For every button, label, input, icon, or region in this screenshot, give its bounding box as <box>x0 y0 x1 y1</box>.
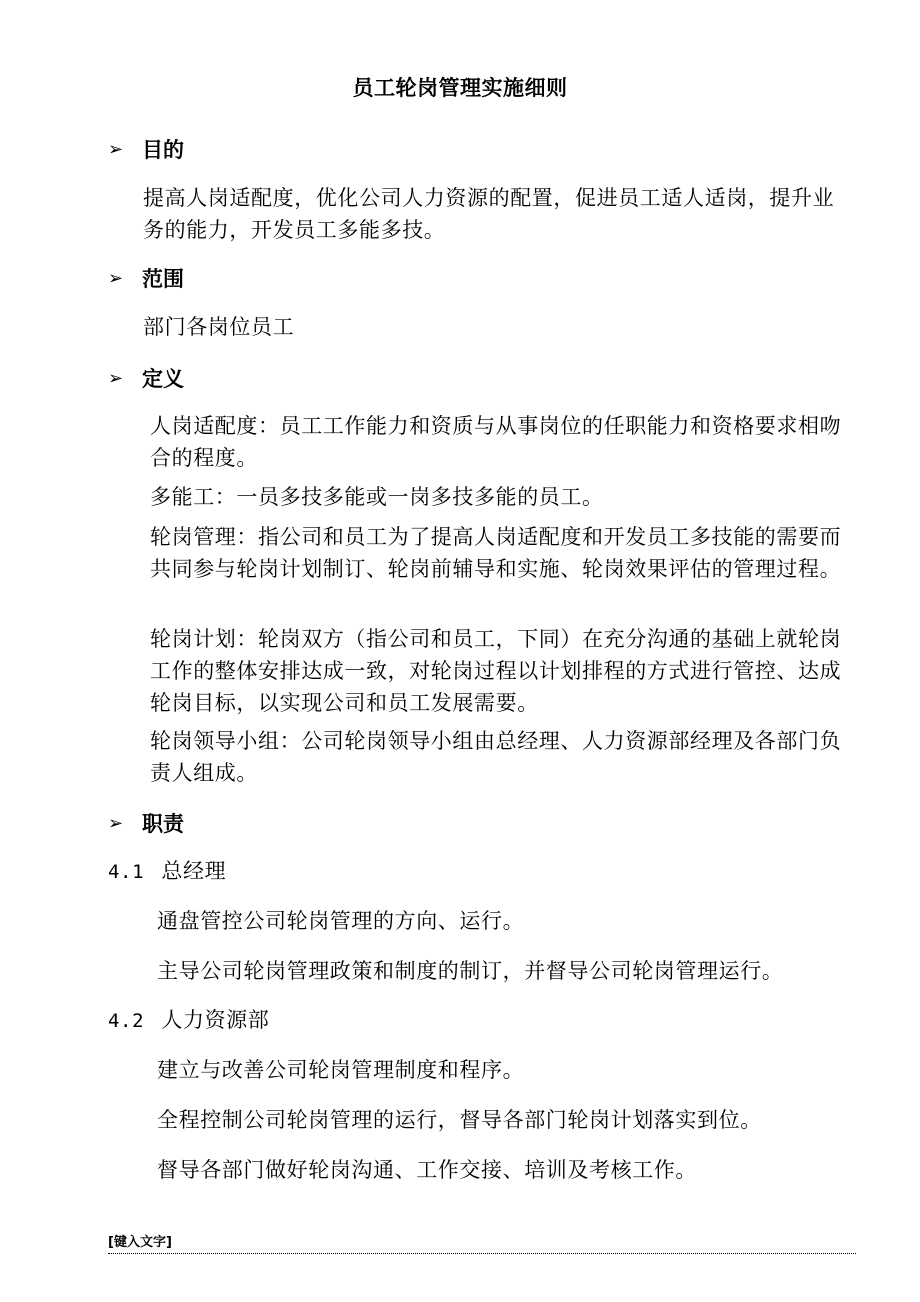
section-heading-purpose <box>108 134 184 164</box>
page-title: 员工轮岗管理实施细则 <box>352 76 568 100</box>
arrow-bullet-icon: ➢ <box>108 812 124 834</box>
section-heading-label: 定义 <box>142 367 184 391</box>
arrow-bullet-icon: ➢ <box>108 367 124 389</box>
responsibility-item: 主导公司轮岗管理政策和制度的制订，并督导公司轮岗管理运行。 <box>157 959 784 983</box>
definition-item: 轮岗计划：轮岗双方（指公司和员工，下同）在充分沟通的基础上就轮岗工作的整体安排达成一致，对轮岗过程以计划排程的方式进行管控、达成轮岗目标，以实现公司和员工发展需要。 <box>150 627 842 715</box>
definition-item: 轮岗管理：指公司和员工为了提高人岗适配度和开发员工多技能的需要而共同参与轮岗计划制订、轮岗前辅导和实施、轮岗效果评估的管理过程。 <box>150 525 842 581</box>
arrow-bullet-icon: ➢ <box>108 267 124 289</box>
scope-paragraph: 部门各岗位员工 <box>143 315 295 339</box>
responsibility-item: 全程控制公司轮岗管理的运行，督导各部门轮岗计划落实到位。 <box>157 1108 762 1132</box>
purpose-paragraph: 提高人岗适配度，优化公司人力资源的配置，促进员工适人适岗，提升业务的能力，开发员工多能多技。 <box>143 186 835 242</box>
responsibility-item: 通盘管控公司轮岗管理的方向、运行。 <box>157 909 525 933</box>
arrow-bullet-icon: ➢ <box>108 138 124 160</box>
section-heading-responsibilities <box>108 808 184 838</box>
subsection-title: 总经理 <box>161 859 227 883</box>
subsection-heading-general-manager <box>108 855 226 888</box>
subsection-heading-hr <box>108 1004 269 1037</box>
section-heading-label: 职责 <box>142 812 184 836</box>
responsibility-item: 建立与改善公司轮岗管理制度和程序。 <box>157 1058 525 1082</box>
subsection-number: 4.1 <box>108 861 145 883</box>
section-heading-definitions <box>108 363 184 393</box>
section-heading-scope <box>108 263 184 293</box>
definition-item: 人岗适配度：员工工作能力和资质与从事岗位的任职能力和资格要求相吻合的程度。 <box>150 414 842 470</box>
definition-item: 轮岗领导小组：公司轮岗领导小组由总经理、人力资源部经理及各部门负责人组成。 <box>150 729 842 785</box>
subsection-title: 人力资源部 <box>161 1008 270 1032</box>
subsection-number: 4.2 <box>108 1010 145 1032</box>
section-heading-label: 范围 <box>142 267 184 291</box>
definition-item: 多能工：一员多技多能或一岗多技多能的员工。 <box>150 485 604 509</box>
page-footer[interactable]: [键入文字] <box>108 1231 856 1254</box>
responsibility-item: 督导各部门做好轮岗沟通、工作交接、培训及考核工作。 <box>157 1158 697 1182</box>
section-heading-label: 目的 <box>142 138 184 162</box>
